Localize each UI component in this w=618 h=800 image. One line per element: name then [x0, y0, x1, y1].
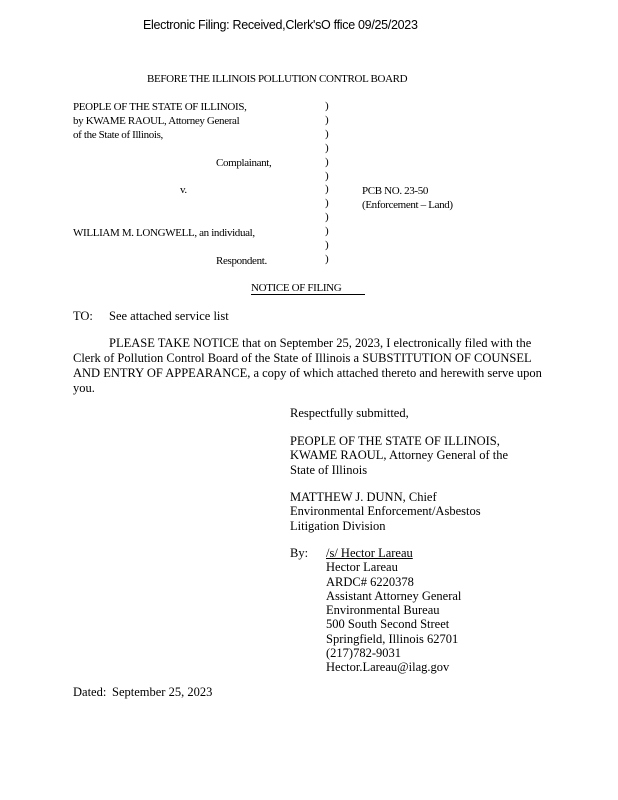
caption-paren: ) — [325, 155, 329, 168]
contact-line: Assistant Attorney General — [326, 588, 462, 603]
signer-block — [326, 546, 461, 675]
caption-plaintiff-line-1: PEOPLE OF THE STATE OF ILLINOIS, — [73, 101, 247, 113]
contact-line: Hector Lareau — [326, 560, 398, 575]
notice-title-text: NOTICE OF FILING — [251, 282, 342, 294]
chief-line: MATTHEW J. DUNN, Chief — [290, 490, 437, 504]
contact-line: Environmental Bureau — [326, 603, 440, 618]
notice-body-paragraph: PLEASE TAKE NOTICE that on September 25, 2023, I electronically filed with the Clerk of Pollution Control Board of the State of Illinois a SUBSTITUTION OF COUNSEL AND ENTRY OF APPEARANCE, a copy of which attached thereto and herewith serve upon you. — [73, 336, 542, 395]
caption-paren: ) — [325, 169, 329, 182]
dated-label: Dated: — [73, 685, 107, 699]
closing: Respectfully submitted, — [290, 406, 409, 420]
dated-value: September 25, 2023 — [112, 685, 213, 699]
board-heading: BEFORE THE ILLINOIS POLLUTION CONTROL BOARD — [147, 73, 408, 85]
electronic-filing-stamp: Electronic Filing: Received,Clerk'sO ffice 09/25/2023 — [143, 18, 418, 32]
party-block — [290, 434, 508, 477]
caption-plaintiff-line-2: by KWAME RAOUL, Attorney General — [73, 115, 240, 127]
caption-paren-column — [325, 100, 329, 267]
contact-line: ARDC# 6220378 — [326, 574, 414, 589]
party-line: State of Illinois — [290, 462, 368, 477]
signed-name: /s/ Hector Lareau — [326, 546, 413, 560]
contact-email: Hector.Lareau@ilag.gov — [326, 660, 450, 675]
caption-paren: ) — [325, 197, 329, 210]
case-number: PCB NO. 23-50 — [362, 185, 429, 197]
chief-line: Litigation Division — [290, 518, 386, 533]
caption-respondent-name: WILLIAM M. LONGWELL, an individual, — [73, 227, 255, 239]
caption-paren: ) — [325, 239, 329, 252]
caption-versus: v. — [180, 184, 187, 196]
caption-paren: ) — [325, 252, 329, 265]
signature-line — [326, 546, 461, 560]
party-line: PEOPLE OF THE STATE OF ILLINOIS, — [290, 434, 500, 448]
chief-line: Environmental Enforcement/Asbestos — [290, 504, 481, 519]
party-line: KWAME RAOUL, Attorney General of the — [290, 448, 509, 463]
notice-title — [251, 282, 365, 295]
caption-paren: ) — [325, 127, 329, 140]
to-value: See attached service list — [109, 309, 229, 323]
caption-paren: ) — [325, 113, 329, 126]
caption-respondent-label: Respondent. — [216, 255, 267, 267]
caption-plaintiff-line-3: of the State of Illinois, — [73, 129, 163, 141]
by-label: By: — [290, 546, 309, 560]
contact-line: Springfield, Illinois 62701 — [326, 631, 459, 646]
contact-line: 500 South Second Street — [326, 617, 450, 632]
caption-paren: ) — [325, 225, 329, 238]
caption-complainant-label: Complainant, — [216, 157, 272, 169]
caption-paren: ) — [325, 100, 329, 112]
contact-line: (217)782-9031 — [326, 646, 401, 661]
caption-paren: ) — [325, 183, 329, 196]
caption-paren: ) — [325, 211, 329, 224]
case-type: (Enforcement – Land) — [362, 199, 453, 211]
chief-block — [290, 490, 481, 533]
caption-paren: ) — [325, 141, 329, 154]
to-label: TO: — [73, 309, 93, 323]
